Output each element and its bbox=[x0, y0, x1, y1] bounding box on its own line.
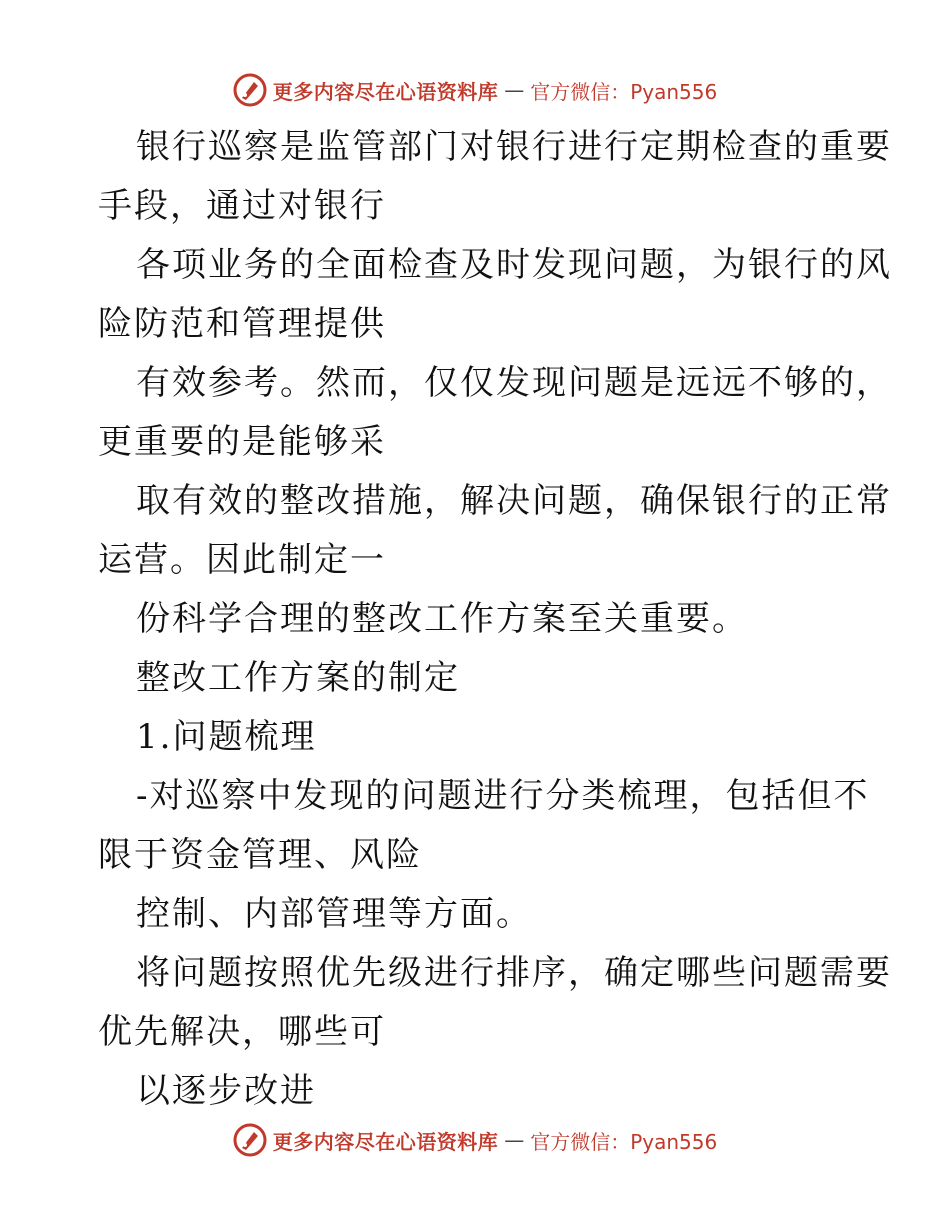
footer-brand-text: 更多内容尽在心语资料库 bbox=[272, 1129, 499, 1154]
text-line: 险防范和管理提供 bbox=[98, 304, 386, 344]
text-line: 1.问题梳理 bbox=[136, 717, 317, 757]
text-line: 更重要的是能够采 bbox=[98, 422, 386, 462]
text-line: 运营。因此制定一 bbox=[98, 540, 386, 580]
text-line: 份科学合理的整改工作方案至关重要。 bbox=[136, 599, 748, 639]
pen-logo-icon bbox=[233, 1123, 267, 1157]
document-body bbox=[98, 118, 892, 1121]
header-separator: — bbox=[504, 78, 525, 102]
pen-logo-icon bbox=[233, 73, 267, 107]
text-line: 将问题按照优先级进行排序，确定哪些问题需要 bbox=[136, 953, 892, 993]
text-line: 限于资金管理、风险 bbox=[98, 835, 422, 875]
text-line: 各项业务的全面检查及时发现问题，为银行的风 bbox=[136, 245, 892, 285]
header-brand-text: 更多内容尽在心语资料库 bbox=[272, 79, 499, 104]
footer-banner bbox=[0, 1120, 950, 1160]
text-line: 以逐步改进 bbox=[136, 1071, 316, 1111]
text-line: 整改工作方案的制定 bbox=[136, 658, 460, 698]
text-line: 优先解决，哪些可 bbox=[98, 1012, 386, 1052]
header-banner bbox=[0, 70, 950, 110]
text-line: 手段，通过对银行 bbox=[98, 186, 386, 226]
text-line: 有效参考。然而，仅仅发现问题是远远不够的， bbox=[136, 363, 892, 403]
text-line: 取有效的整改措施，解决问题，确保银行的正常 bbox=[136, 481, 892, 521]
text-line: 控制、内部管理等方面。 bbox=[136, 894, 532, 934]
text-line: -对巡察中发现的问题进行分类梳理，包括但不 bbox=[136, 776, 870, 816]
header-wechat-text: 官方微信：Pyan556 bbox=[530, 79, 718, 104]
text-line: 银行巡察是监管部门对银行进行定期检查的重要 bbox=[136, 127, 892, 167]
footer-separator: — bbox=[504, 1128, 525, 1152]
footer-wechat-text: 官方微信：Pyan556 bbox=[530, 1129, 718, 1154]
